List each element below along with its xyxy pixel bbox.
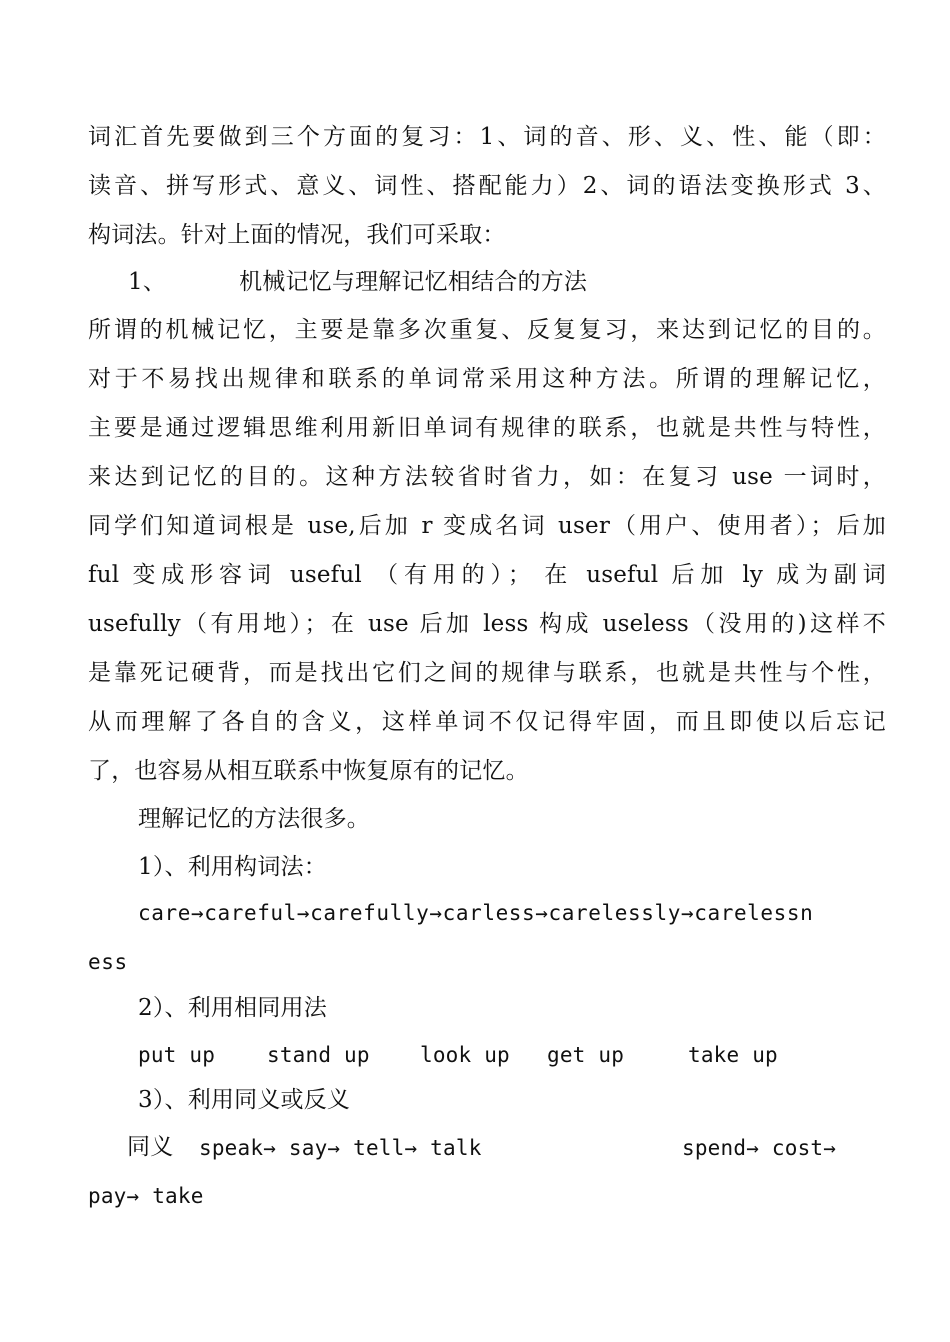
- item-3-label: 同义: [127, 1134, 174, 1160]
- paragraph-1-line-1: 词汇首先要做到三个方面的复习：1、词的音、形、义、性、能（即：: [88, 124, 886, 150]
- item-2-phrase-1: put up: [138, 1043, 216, 1067]
- paragraph-3: 理解记忆的方法很多。: [138, 806, 370, 832]
- heading-1: [128, 267, 587, 297]
- item-2-title: 2）、利用相同用法: [138, 995, 327, 1021]
- item-2-phrase-2: stand up: [267, 1043, 370, 1067]
- paragraph-2-line-7: usefully（有用地）；在 use 后加 less 构成 useless（没用的)这样不: [88, 611, 886, 637]
- paragraph-2-line-8: 是靠死记硬背，而是找出它们之间的规律与联系，也就是共性与个性，: [88, 660, 886, 686]
- item-1-chain-line-1: care→careful→carefully→carless→carelessly→carelessn: [138, 901, 814, 925]
- paragraph-2-line-3: 主要是通过逻辑思维利用新旧单词有规律的联系，也就是共性与特性，: [88, 415, 886, 441]
- paragraph-2-line-1: 所谓的机械记忆，主要是靠多次重复、反复复习，来达到记忆的目的。: [88, 317, 886, 343]
- heading-1-number: 1、: [128, 269, 167, 295]
- item-3-title: 3）、利用同义或反义: [138, 1087, 351, 1113]
- item-3-group-2: spend→ cost→: [682, 1136, 837, 1160]
- item-2-phrase-3: look up: [420, 1043, 510, 1067]
- paragraph-2-line-9: 从而理解了各自的含义，这样单词不仅记得牢固，而且即使以后忘记: [88, 709, 886, 735]
- item-1-chain-line-2: ess: [88, 950, 128, 974]
- paragraph-2-line-4: 来达到记忆的目的。这种方法较省时省力，如：在复习 use 一词时，: [88, 464, 886, 490]
- paragraph-2-line-2: 对于不易找出规律和联系的单词常采用这种方法。所谓的理解记忆，: [88, 366, 886, 392]
- item-1-title: 1）、利用构词法：: [138, 854, 327, 880]
- item-2-phrase-5: take up: [688, 1043, 778, 1067]
- paragraph-2-line-6: ful 变成形容词 useful （有用的）； 在 useful 后加 ly 成为副词: [88, 562, 886, 588]
- item-3-line-2: pay→ take: [88, 1184, 204, 1208]
- paragraph-1-line-2: 读音、拼写形式、意义、词性、搭配能力）2、词的语法变换形式 3、: [88, 173, 886, 199]
- item-2-phrase-4: get up: [547, 1043, 625, 1067]
- item-3-group-1: speak→ say→ tell→ talk: [199, 1136, 482, 1160]
- paragraph-2-line-5: 同学们知道词根是 use,后加 r 变成名词 user（用户、使用者）；后加: [88, 513, 886, 539]
- heading-1-text: 机械记忆与理解记忆相结合的方法: [239, 269, 588, 295]
- paragraph-1-line-3: 构词法。针对上面的情况，我们可采取：: [88, 222, 506, 248]
- paragraph-2-line-10: 了，也容易从相互联系中恢复原有的记忆。: [88, 758, 529, 784]
